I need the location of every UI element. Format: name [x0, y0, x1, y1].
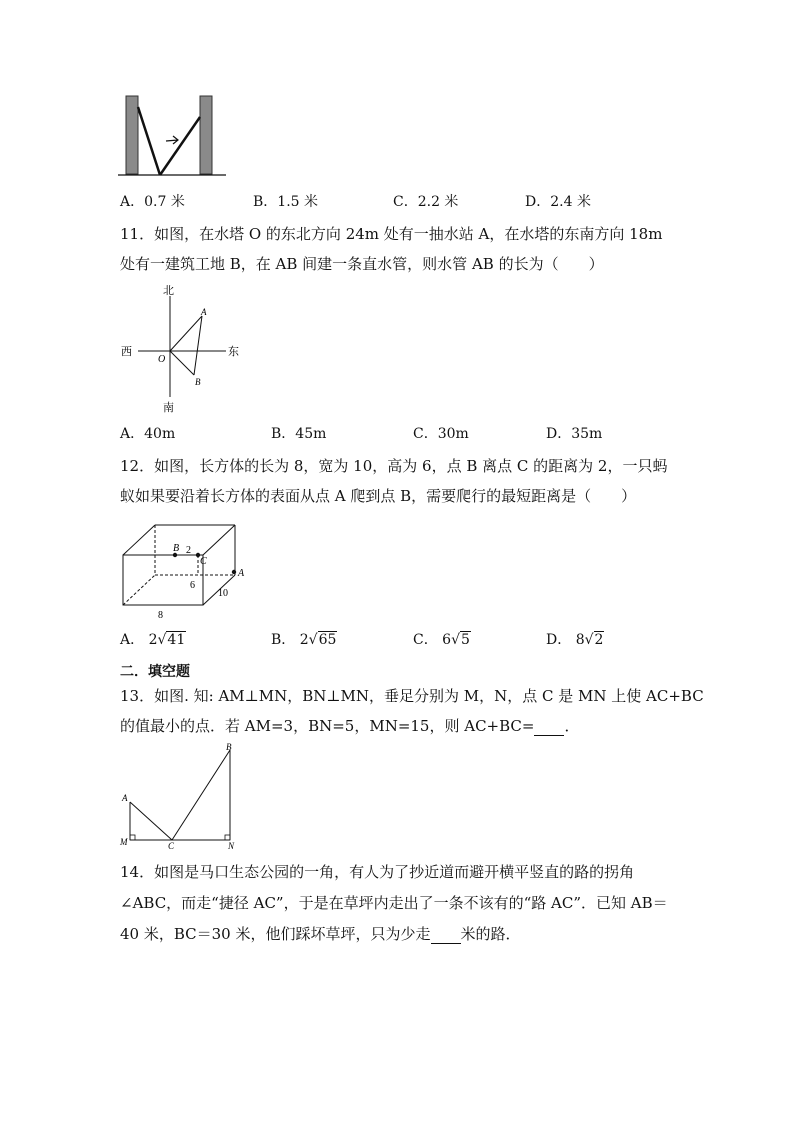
ladder-right: [160, 117, 200, 175]
q10-option-c[interactable]: C．2.2 米: [393, 194, 459, 210]
right-angle-n: [225, 835, 230, 840]
label-m: M: [120, 837, 128, 847]
q12-option-c[interactable]: C． 6√5: [413, 632, 470, 648]
label-a: A: [122, 793, 128, 803]
q10-ladder-figure: [118, 95, 230, 180]
label-c: C: [200, 556, 207, 567]
q10-option-d[interactable]: D．2.4 米: [525, 194, 591, 210]
q11-option-d[interactable]: D．35m: [546, 426, 603, 442]
arrow-icon: [166, 136, 178, 144]
q13-text-line2: 的值最小的点．若 AM=3，BN=5，MN=15，则 AC+BC= ．: [120, 717, 580, 735]
q12-option-d[interactable]: D． 8√2: [546, 632, 604, 648]
right-angle-m: [130, 835, 135, 840]
label-b: B: [195, 377, 201, 387]
q10-option-a[interactable]: A．0.7 米: [120, 194, 185, 210]
ladder-left: [138, 107, 160, 175]
segment-oa: [170, 316, 202, 351]
label-b: B: [173, 543, 180, 554]
label-a: A: [201, 307, 207, 317]
q14-text-line3: 40 米，BC＝30 米，他们踩坏草坪，只为少走 米的路．: [120, 925, 521, 943]
segment-cb: [172, 750, 230, 840]
label-bc-length: 2: [186, 545, 191, 556]
q14-answer-blank[interactable]: [431, 929, 461, 944]
edge-top-left: [123, 525, 155, 555]
left-wall: [126, 96, 138, 174]
label-o: O: [158, 354, 166, 365]
q12-option-b[interactable]: B． 2√65: [271, 632, 337, 648]
q12-option-a[interactable]: A． 2√41: [120, 632, 186, 648]
label-north: 北: [163, 285, 174, 297]
right-wall: [200, 96, 212, 174]
label-width: 10: [218, 588, 228, 599]
label-c: C: [168, 841, 175, 851]
q11-text-line2: 处有一建筑工地 B，在 AB 间建一条直水管，则水管 AB 的长为（ ）: [120, 255, 604, 273]
q11-text-line1: 11．如图，在水塔 O 的东北方向 24m 处有一抽水站 A，在水塔的东南方向 18m: [120, 225, 663, 243]
label-east: 东: [228, 346, 239, 358]
segment-ab: [194, 316, 202, 375]
segment-ac: [130, 802, 172, 840]
q13-figure: [118, 742, 248, 852]
section-title-fill-in: 二．填空题: [120, 664, 190, 680]
q12-text-line2: 蚁如果要沿着长方体的表面从点 A 爬到点 B，需要爬行的最短距离是（ ）: [120, 487, 637, 505]
label-length: 8: [158, 610, 163, 621]
point-a: [232, 570, 236, 574]
q11-option-b[interactable]: B．45m: [271, 426, 327, 442]
q13-text-line1: 13．如图. 知: AM⊥MN，BN⊥MN，垂足分别为 M，N，点 C 是 MN 上使 AC+BC: [120, 687, 704, 705]
label-height: 6: [190, 580, 195, 591]
q11-option-a[interactable]: A．40m: [120, 426, 176, 442]
hidden-edge-left-bottom: [123, 575, 155, 605]
segment-ob: [170, 351, 194, 375]
q14-text-line2: ∠ABC，而走“捷径 AC”，于是在草坪内走出了一条不该有的“路 AC”．已知 AB＝: [120, 894, 668, 912]
q14-text-line1: 14．如图是马口生态公园的一角，有人为了抄近道而避开横平竖直的路的拐角: [120, 863, 635, 881]
label-west: 西: [121, 346, 132, 358]
q12-text-line1: 12．如图，长方体的长为 8，宽为 10，高为 6，点 B 离点 C 的距离为 2，一只蚂: [120, 457, 668, 475]
label-a: A: [238, 568, 245, 579]
label-b: B: [226, 742, 232, 752]
q11-option-c[interactable]: C．30m: [413, 426, 469, 442]
q10-option-b[interactable]: B．1.5 米: [253, 194, 319, 210]
q13-answer-blank[interactable]: [534, 721, 564, 736]
label-n: N: [228, 841, 235, 851]
q11-compass-figure: [118, 284, 248, 419]
q12-cuboid-figure: [118, 520, 248, 625]
edge-top-right: [203, 525, 235, 555]
label-south: 南: [163, 402, 174, 414]
